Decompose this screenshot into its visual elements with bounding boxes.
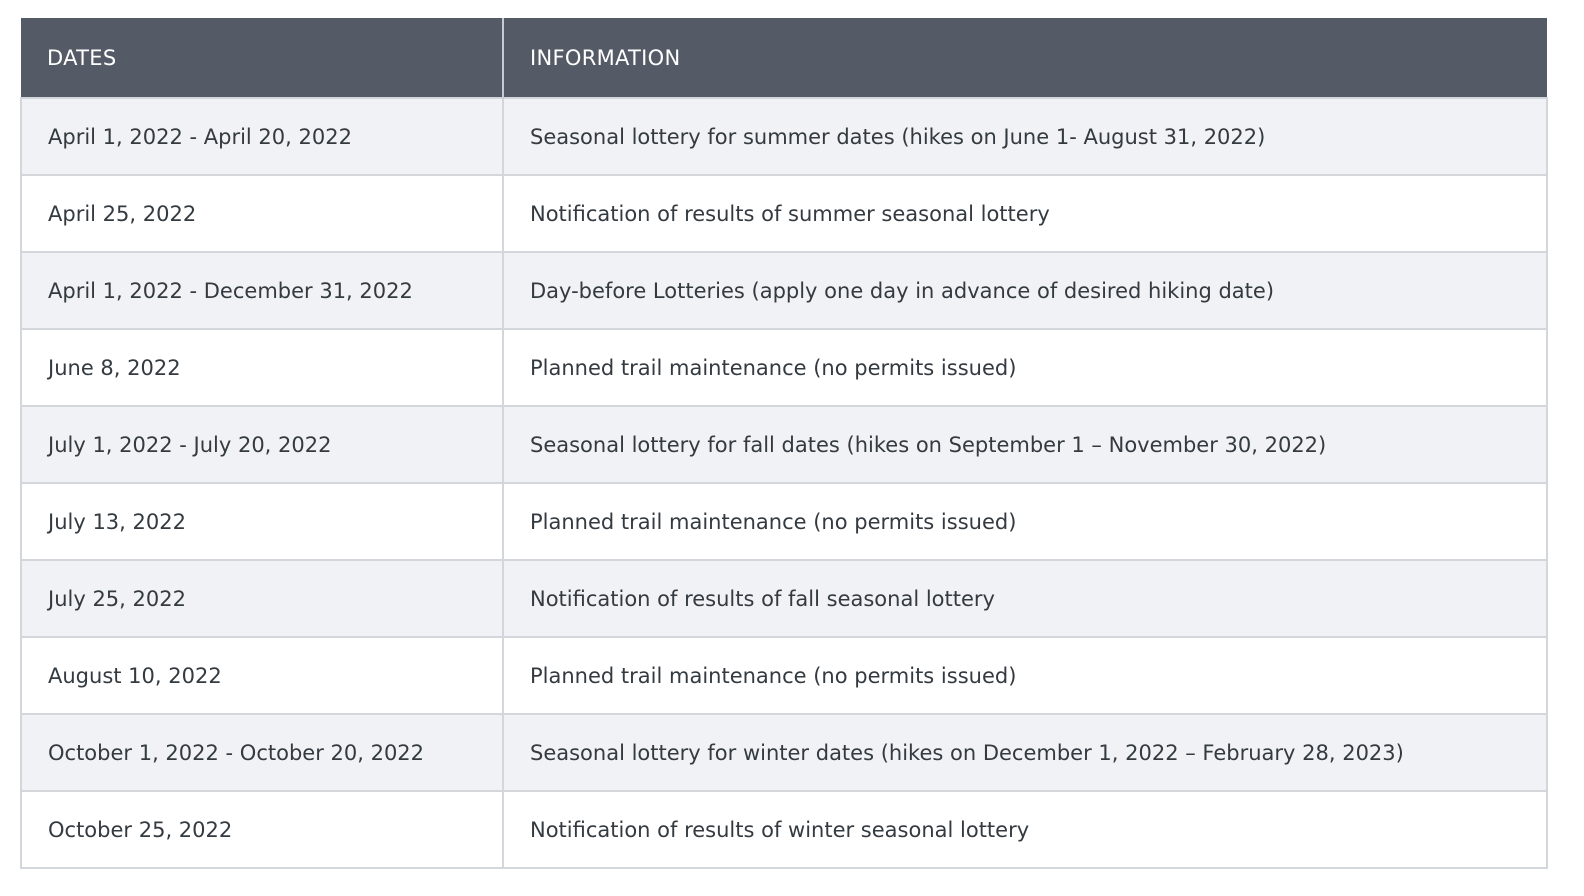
table-body xyxy=(21,98,1547,868)
table-row xyxy=(21,252,1547,329)
cell-information: Day-before Lotteries (apply one day in advance of desired hiking date) xyxy=(503,252,1547,329)
cell-dates: July 13, 2022 xyxy=(21,483,503,560)
cell-information: Notification of results of winter seasonal lottery xyxy=(503,791,1547,868)
table-row xyxy=(21,406,1547,483)
schedule-table xyxy=(20,18,1548,869)
cell-information: Notification of results of summer seasonal lottery xyxy=(503,175,1547,252)
table-row xyxy=(21,637,1547,714)
header-row xyxy=(21,18,1547,98)
cell-information: Seasonal lottery for summer dates (hikes on June 1- August 31, 2022) xyxy=(503,98,1547,175)
cell-dates: October 25, 2022 xyxy=(21,791,503,868)
cell-information: Seasonal lottery for winter dates (hikes on December 1, 2022 – February 28, 2023) xyxy=(503,714,1547,791)
cell-dates: October 1, 2022 - October 20, 2022 xyxy=(21,714,503,791)
cell-information: Planned trail maintenance (no permits issued) xyxy=(503,483,1547,560)
cell-dates: July 1, 2022 - July 20, 2022 xyxy=(21,406,503,483)
table-row xyxy=(21,483,1547,560)
table-row xyxy=(21,791,1547,868)
table-row xyxy=(21,175,1547,252)
cell-information: Planned trail maintenance (no permits issued) xyxy=(503,637,1547,714)
cell-dates: June 8, 2022 xyxy=(21,329,503,406)
cell-information: Seasonal lottery for fall dates (hikes on September 1 – November 30, 2022) xyxy=(503,406,1547,483)
cell-dates: April 1, 2022 - April 20, 2022 xyxy=(21,98,503,175)
table-row xyxy=(21,714,1547,791)
schedule-table-container xyxy=(20,18,1546,869)
cell-information: Planned trail maintenance (no permits issued) xyxy=(503,329,1547,406)
cell-dates: April 1, 2022 - December 31, 2022 xyxy=(21,252,503,329)
table-row xyxy=(21,560,1547,637)
table-header xyxy=(21,18,1547,98)
header-information: INFORMATION xyxy=(503,18,1547,98)
cell-dates: August 10, 2022 xyxy=(21,637,503,714)
header-dates: DATES xyxy=(21,18,503,98)
table-row xyxy=(21,329,1547,406)
cell-information: Notification of results of fall seasonal lottery xyxy=(503,560,1547,637)
table-row xyxy=(21,98,1547,175)
cell-dates: April 25, 2022 xyxy=(21,175,503,252)
cell-dates: July 25, 2022 xyxy=(21,560,503,637)
